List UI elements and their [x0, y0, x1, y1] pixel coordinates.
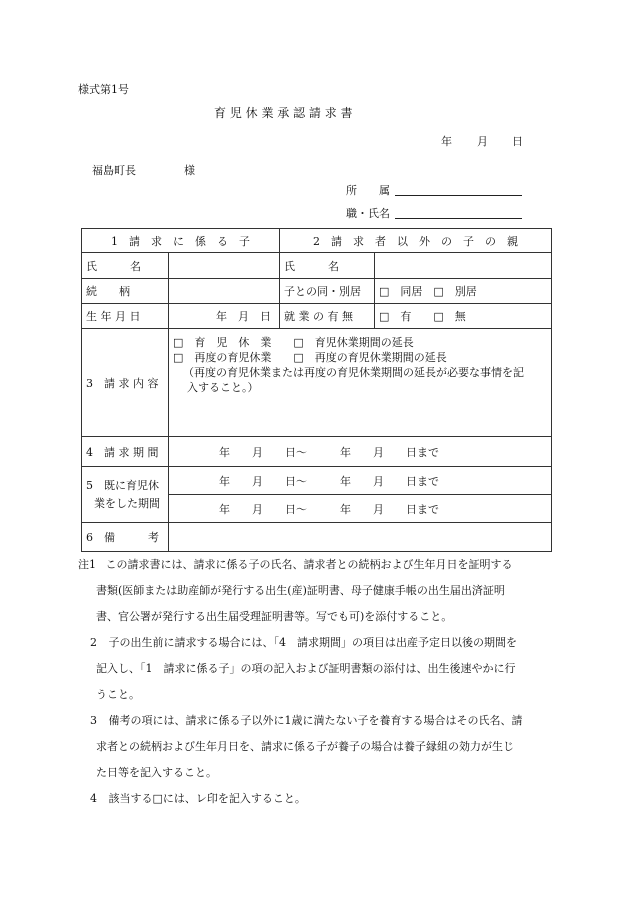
remarks-field[interactable]: [169, 523, 552, 552]
content-line-1[interactable]: □ 育 児 休 業 □ 育児休業期間の延長: [173, 336, 414, 349]
relation-field[interactable]: [169, 279, 280, 304]
dept-input-line[interactable]: [395, 195, 522, 196]
date-month: 月: [477, 135, 488, 148]
past-period-field-2[interactable]: 年 月 日～ 年 月 日まで: [169, 495, 552, 523]
note-2: [78, 630, 553, 708]
content-label: 3 請 求 内 容: [82, 329, 169, 437]
notes: [78, 552, 553, 812]
past-period-field-1[interactable]: 年 月 日～ 年 月 日まで: [169, 467, 552, 495]
period-label: 4 請 求 期 間: [82, 437, 169, 467]
past-period-label: [82, 467, 169, 523]
note-2-number: 2: [90, 636, 97, 649]
note-4-line-1: 該当する□には、レ印を記入すること。: [108, 792, 306, 805]
content-line-2[interactable]: □ 再度の育児休業 □ 再度の育児休業期間の延長: [173, 351, 447, 364]
note-3-number: 3: [90, 714, 97, 727]
note-4: [78, 786, 553, 812]
birth-label: 生 年 月 日: [82, 304, 169, 329]
application-table: [81, 228, 552, 552]
addressee-honorific: 様: [184, 164, 195, 177]
note-3: [78, 708, 553, 786]
cohabit-label: 子との同・別居: [280, 279, 375, 304]
note-1: [78, 552, 553, 630]
content-line-4: 入すること。）: [187, 381, 259, 394]
note-3-line-3: た日等を記入すること。: [96, 766, 217, 779]
note-2-line-3: うこと。: [96, 688, 140, 701]
note-2-line-2: 記入し、「1 請求に係る子」の項の記入および証明書類の添付は、出生後速やかに行: [96, 662, 516, 675]
date-year: 年: [441, 135, 452, 148]
name-title-label: 職・氏名: [346, 207, 390, 220]
employment-label: 就 業 の 有 無: [280, 304, 375, 329]
cohabit-options[interactable]: □ 同居 □ 別居: [375, 279, 552, 304]
note-3-line-1: 備考の項には、請求に係る子以外に1歳に満たない子を養育する場合はその氏名、請: [108, 714, 523, 727]
note-1-line-3: 書、官公署が発行する出生届受理証明書等。写でも可)を添付すること。: [96, 610, 453, 623]
child-name-label: 氏 名: [82, 253, 169, 279]
birth-date-field[interactable]: 年 月 日: [169, 304, 280, 329]
note-4-number: 4: [90, 792, 97, 805]
header-other-parent: 2 請 求 者 以 外 の 子 の 親: [280, 229, 552, 253]
content-line-3: （再度の育児休業または再度の育児休業期間の延長が必要な事情を記: [183, 366, 524, 379]
past-period-label-line-2: 業をした期間: [94, 496, 160, 510]
remarks-label: 6 備 考: [82, 523, 169, 552]
addressee-name: 福島町長: [92, 164, 136, 177]
note-2-line-1: 子の出生前に請求する場合には、「4 請求期間」の項目は出産予定日以後の期間を: [108, 636, 517, 649]
note-1-number: 注1: [78, 558, 96, 571]
parent-name-field[interactable]: [375, 253, 552, 279]
dept-label: 所 属: [346, 184, 390, 197]
employment-options[interactable]: □ 有 □ 無: [375, 304, 552, 329]
document-title: 育 児 休 業 承 認 請 求 書: [214, 106, 353, 120]
note-1-line-2: 書類(医師または助産師が発行する出生(産)証明書、母子健康手帳の出生届出済証明: [96, 584, 505, 597]
date-day: 日: [512, 135, 523, 148]
header-child: 1 請 求 に 係 る 子: [82, 229, 280, 253]
form-number: 様式第1号: [78, 83, 129, 96]
note-3-line-2: 求者との続柄および生年月日を、請求に係る子が養子の場合は養子縁組の効力が生じ: [96, 740, 514, 753]
period-field[interactable]: 年 月 日～ 年 月 日まで: [169, 437, 552, 467]
name-title-input-line[interactable]: [395, 218, 522, 219]
past-period-label-line-1: 5 既に育児休: [86, 478, 159, 492]
child-name-field[interactable]: [169, 253, 280, 279]
parent-name-label: 氏 名: [280, 253, 375, 279]
relation-label: 続 柄: [82, 279, 169, 304]
content-options[interactable]: [169, 329, 552, 437]
note-1-line-1: この請求書には、請求に係る子の氏名、請求者との続柄および生年月日を証明する: [105, 558, 513, 571]
